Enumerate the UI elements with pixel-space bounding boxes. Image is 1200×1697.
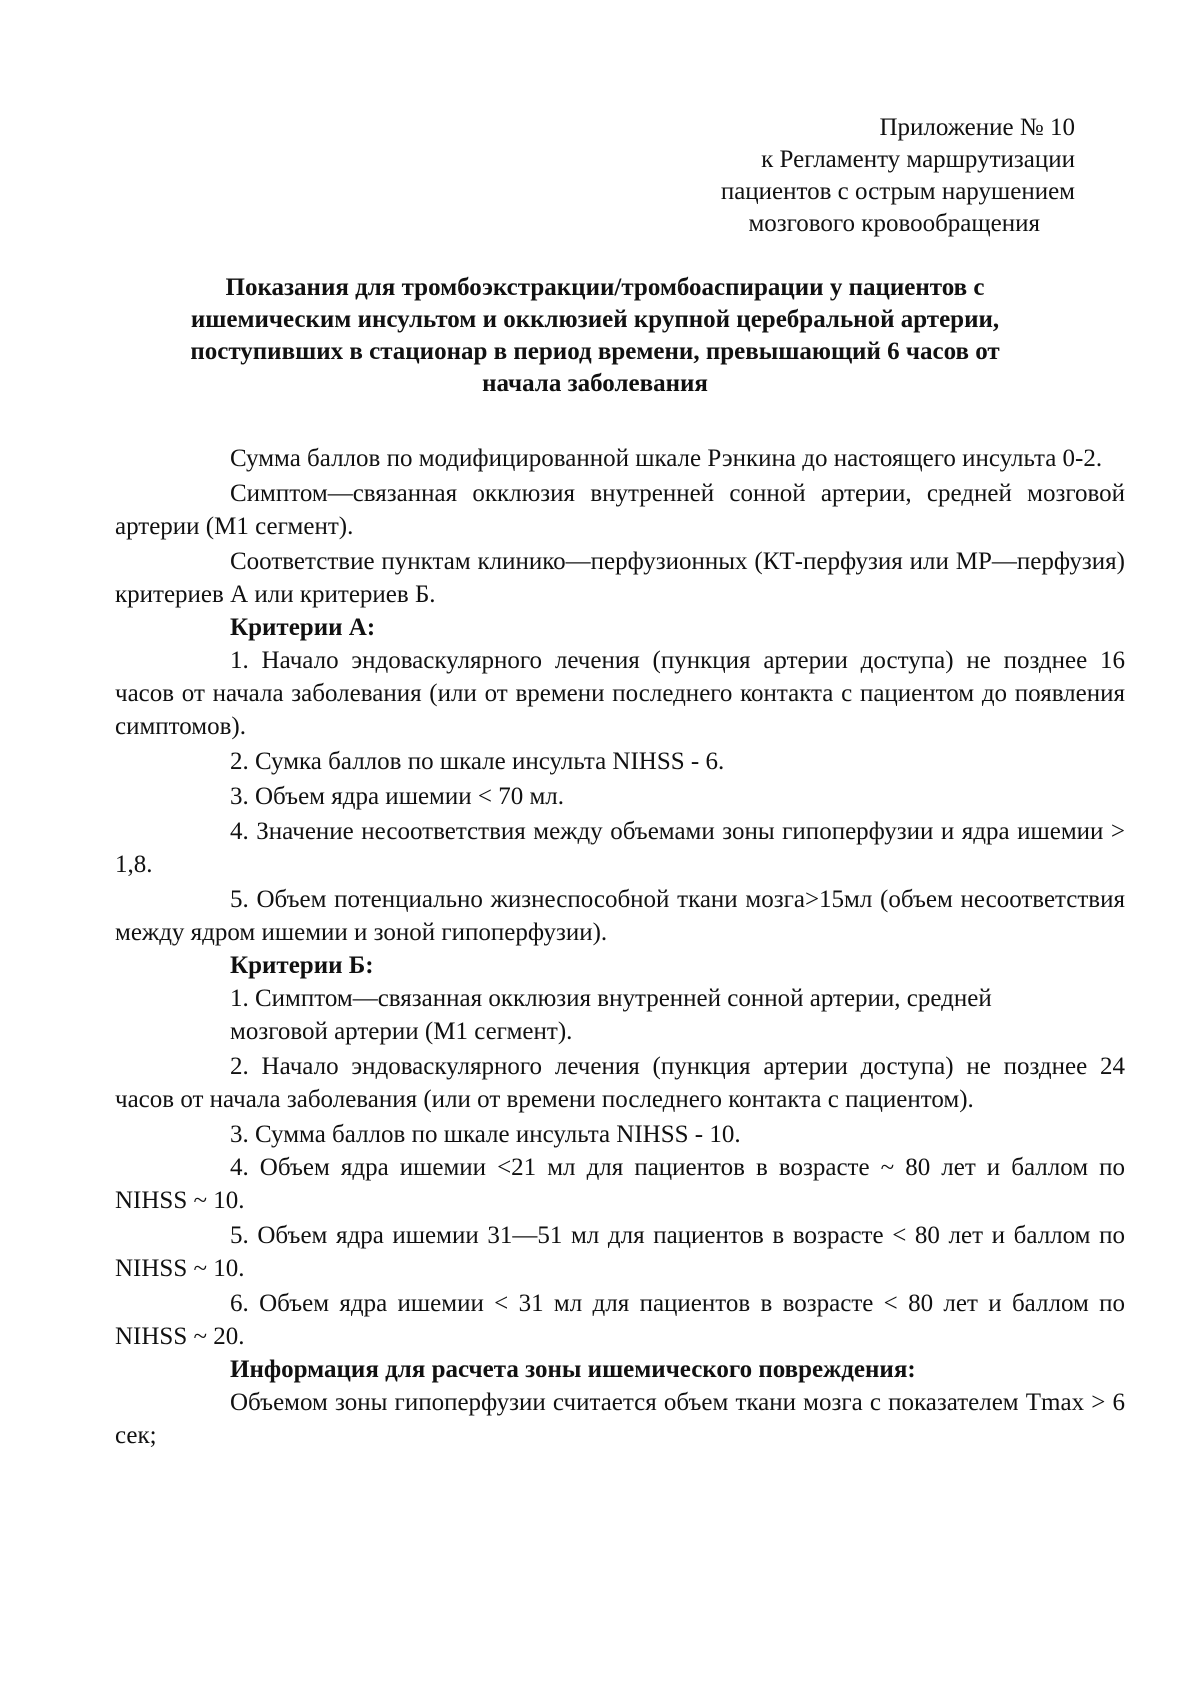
criteria-b-item-5: 5. Объем ядра ишемии 31—51 мл для пациентов в возрасте < 80 лет и баллом по NIHSS ~ 10. xyxy=(115,1222,1125,1282)
criteria-a-item-3: 3. Объем ядра ишемии < 70 мл. xyxy=(230,783,565,810)
criteria-b-item-6: 6. Объем ядра ишемии < 31 мл для пациентов в возрасте < 80 лет и баллом по NIHSS ~ 20. xyxy=(115,1290,1125,1350)
info-heading: Информация для расчета зоны ишемического повреждения: xyxy=(230,1356,916,1383)
criteria-b-item-1-continued: мозговой артерии (М1 сегмент). xyxy=(230,1018,573,1045)
title-line-3: поступивших в стационар в период времени, превышающий 6 часов от xyxy=(190,338,1000,365)
criteria-a-item-5: 5. Объем потенциально жизнеспособной ткани мозга>15мл (объем несоответствия между ядром ишемии и зоной гипоперфузии). xyxy=(115,886,1125,946)
title-line-1: Показания для тромбоэкстракции/тромбоаспирации у пациентов с xyxy=(225,274,985,301)
document-title xyxy=(90,272,1100,400)
criteria-b-item-3: 3. Сумма баллов по шкале инсульта NIHSS - 10. xyxy=(230,1121,741,1148)
intro-paragraph-3: Соответствие пунктам клинико—перфузионных (КТ-перфузия или МР—перфузия) критериев А или критериев Б. xyxy=(115,548,1125,608)
criteria-a-item-1: 1. Начало эндоваскулярного лечения (пункция артерии доступа) не позднее 16 часов от начала заболевания (или от времени последнего контакта с пациентом до появления симптомов). xyxy=(115,647,1125,740)
criteria-b-item-2: 2. Начало эндоваскулярного лечения (пункция артерии доступа) не позднее 24 часов от начала заболевания (или от времени последнего контакта с пациентом). xyxy=(115,1053,1125,1113)
criteria-a-item-2: 2. Сумка баллов по шкале инсульта NIHSS - 6. xyxy=(230,748,725,775)
criteria-b-heading: Критерии Б: xyxy=(230,952,374,979)
criteria-a-heading: Критерии А: xyxy=(230,614,376,641)
appendix-line-4: мозгового кровообращения xyxy=(748,210,1040,237)
title-line-4: начала заболевания xyxy=(482,370,708,397)
appendix-line-1: Приложение № 10 xyxy=(879,114,1075,141)
title-line-2: ишемическим инсультом и окклюзией крупной церебральной артерии, xyxy=(190,306,1000,333)
appendix-line-3: пациентов с острым нарушением xyxy=(720,178,1075,205)
criteria-b-item-1: 1. Симптом—связанная окклюзия внутренней сонной артерии, средней xyxy=(230,985,992,1012)
info-paragraph-1: Объемом зоны гипоперфузии считается объем ткани мозга с показателем Tmax > 6 сек; xyxy=(115,1389,1125,1449)
appendix-line-2: к Регламенту маршрутизации xyxy=(761,146,1075,173)
appendix-header xyxy=(555,112,1075,240)
criteria-b-item-4: 4. Объем ядра ишемии <21 мл для пациентов в возрасте ~ 80 лет и баллом по NIHSS ~ 10. xyxy=(115,1154,1125,1214)
intro-paragraph-2: Симптом—связанная окклюзия внутренней сонной артерии, средней мозговой артерии (М1 сегмент). xyxy=(115,480,1125,540)
document-body xyxy=(115,442,1125,1452)
criteria-a-item-4: 4. Значение несоответствия между объемами зоны гипоперфузии и ядра ишемии > 1,8. xyxy=(115,818,1125,878)
intro-paragraph-1: Сумма баллов по модифицированной шкале Рэнкина до настоящего инсульта 0-2. xyxy=(230,445,1103,472)
